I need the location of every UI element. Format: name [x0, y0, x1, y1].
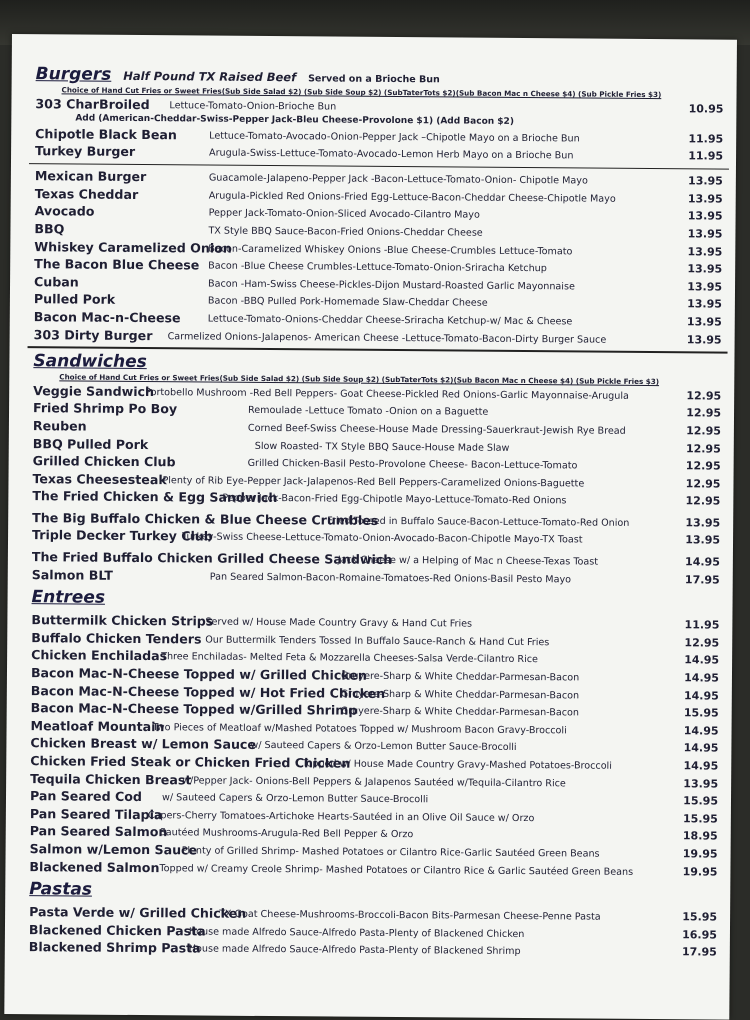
item-price: 14.95 — [683, 724, 719, 738]
item-price: 15.95 — [682, 910, 718, 924]
item-price: 15.95 — [683, 812, 718, 826]
item-name: Reuben — [32, 418, 87, 434]
entrees-list — [29, 611, 719, 880]
item-description: Bacon -BBQ Pulled Pork-Homemade Slaw-Cheddar Cheese — [207, 295, 488, 310]
item-price: 13.95 — [687, 227, 723, 241]
item-name: Fried Shrimp Po Boy — [33, 400, 178, 417]
item-name: 303 Dirty Burger — [33, 326, 153, 343]
item-price: 14.95 — [685, 555, 720, 569]
menu-content — [29, 64, 724, 961]
item-description: Gruyere-Sharp & White Cheddar-Parmesan-Bacon — [340, 688, 580, 702]
item-description: Grilled Chicken-Basil Pesto-Provolone Cheese- Bacon-Lettuce-Tomato — [247, 457, 578, 472]
item-description: Remoulade -Lettuce Tomato -Onion on a Baguette — [248, 405, 489, 419]
item-description: Corned Beef-Swiss Cheese-House Made Dressing-Sauerkraut-Jewish Rye Bread — [247, 422, 626, 437]
item-price: 12.95 — [685, 459, 721, 473]
item-price: 14.95 — [683, 741, 719, 755]
item-name: Buttermilk Chicken Strips — [31, 612, 214, 629]
item-description: Fried Tossed in Buffalo Sauce-Bacon-Lettuce-Tomato-Red Onion — [327, 515, 630, 529]
burgers-title: Burgers — [35, 64, 112, 85]
burgers-list-b — [34, 167, 723, 348]
item-description: Arugula-Swiss-Lettuce-Tomato-Avocado-Lemon Herb Mayo on a Brioche Bun — [209, 147, 574, 162]
item-price: 13.95 — [687, 280, 723, 294]
item-price: 11.95 — [688, 149, 724, 163]
item-price: 13.95 — [687, 262, 723, 276]
item-name: Avocado — [34, 203, 95, 220]
item-name: The Fried Buffalo Chicken Grilled Cheese Sandwich — [31, 549, 393, 568]
item-name: Chicken Fried Steak or Chicken Fried Chicken — [30, 753, 351, 771]
item-description: Sautéed Mushrooms-Arugula-Red Bell Pepper & Orzo — [159, 827, 414, 841]
item-name: Grilled Chicken Club — [32, 453, 176, 470]
item-description: w/ Sauteed Capers & Orzo-Lemon Butter Sauce-Brocolli — [161, 792, 429, 806]
item-price: 13.95 — [685, 516, 721, 530]
item-name: Mexican Burger — [34, 168, 147, 185]
item-name: The Bacon Blue Cheese — [34, 256, 200, 273]
item-price: 13.95 — [686, 332, 722, 347]
item-price: 12.95 — [686, 389, 722, 403]
item-description: Plenty of Rib Eye-Pepper Jack-Jalapenos-Red Bell Peppers-Caramelized Onions-Baguette — [162, 474, 585, 490]
item-price: 12.95 — [684, 636, 720, 650]
item-price: 12.95 — [686, 406, 722, 420]
item-name: Texas Cheesesteak — [32, 470, 167, 487]
item-description: Lettuce-Tomato-Onions-Cheddar Cheese-Sriracha Ketchup-w/ Mac & Cheese — [207, 313, 573, 328]
item-price: 11.95 — [688, 131, 724, 146]
item-name: Blackened Salmon — [29, 858, 160, 875]
item-name: Salmon w/Lemon Sauce — [29, 841, 198, 858]
item-name: The Fried Chicken & Egg Sandwich — [32, 488, 278, 506]
item-name: Bacon Mac-N-Cheese Topped w/ Hot Fried Chicken — [30, 682, 386, 701]
burgers-served: Served on a Brioche Bun — [308, 73, 440, 86]
item-name: Bacon Mac-n-Cheese — [33, 309, 181, 326]
item-name: Pan Seared Cod — [29, 788, 142, 805]
item-price: 12.95 — [685, 476, 721, 491]
item-price: 19.95 — [682, 864, 718, 879]
item-price: 15.95 — [683, 794, 719, 808]
item-price: 13.95 — [685, 533, 721, 548]
item-description: Topped w/ House Made Country Gravy-Mashed Potatoes-Broccoli — [302, 758, 612, 772]
item-description: Lettuce-Tomato-Avocado-Onion-Pepper Jack –Chipotle Mayo on a Brioche Bun — [209, 130, 580, 145]
item-name: Blackened Chicken Pasta — [28, 921, 206, 939]
item-price: 19.95 — [682, 847, 718, 861]
item-name: Triple Decker Turkey Club — [32, 527, 213, 545]
item-price: 13.95 — [683, 776, 719, 791]
item-name: Pan Seared Salmon — [29, 823, 168, 840]
item-description: Gruyere-Sharp & White Cheddar-Parmesan-Bacon — [340, 705, 580, 719]
item-name: Pan Seared Tilapia — [29, 805, 163, 822]
item-price: 12.95 — [685, 441, 721, 456]
burgers-list-a — [35, 125, 723, 166]
item-price: 14.95 — [684, 653, 720, 668]
item-description: Gruyere-Sharp & White Cheddar-Parmesan-Bacon — [340, 670, 580, 684]
sandwiches-title: Sandwiches — [33, 350, 147, 372]
item-description: w/Pepper Jack- Onions-Bell Peppers & Jalapenos Sautéed w/Tequila-Cilantro Rice — [182, 774, 566, 789]
item-description: Slow Roasted- TX Style BBQ Sauce-House Made Slaw — [254, 440, 510, 454]
item-price: 17.95 — [684, 572, 720, 587]
item-price: 11.95 — [684, 618, 720, 632]
item-name: Tequila Chicken Breast — [30, 770, 192, 788]
item-description: Lettuce-Tomato-Onion-Brioche Bun — [169, 100, 337, 113]
item-price: 18.95 — [682, 829, 718, 843]
item-price: 14.95 — [683, 759, 719, 773]
item-description: Two Pieces of Meatloaf w/Mashed Potatoes Topped w/ Mushroom Bacon Gravy-Broccoli — [152, 721, 567, 737]
item-price: 17.95 — [681, 945, 717, 959]
item-name: Veggie Sandwich — [33, 382, 155, 399]
item-name: Bacon Mac-N-Cheese Topped w/ Grilled Chicken — [30, 665, 367, 683]
burgers-choice-note: Choice of Hand Cut Fries or Sweet Fries(Sub Side Salad $2) (Sub Side Soup $2) (SubTaterTots $2)(Sub Bacon Mac n Cheese $4) (Sub Pickle Fries $3) — [61, 85, 662, 100]
item-price: 15.95 — [683, 706, 719, 720]
item-name: Chipotle Black Bean — [35, 125, 177, 142]
item-description: Portobello Mushroom -Red Bell Peppers- Goat Cheese-Pickled Red Onions-Garlic Mayonnaise-Arugula — [145, 386, 629, 402]
item-description: Pepper Jack-Bacon-Fried Egg-Chipotle Mayo-Lettuce-Tomato-Red Onions — [222, 492, 567, 507]
burgers-subtitle: Half Pound TX Raised Beef — [123, 68, 297, 85]
item-description: Our Buttermilk Tenders Tossed In Buffalo Sauce-Ranch & Hand Cut Fries — [205, 634, 550, 649]
item-name: Buffalo Chicken Tenders — [31, 630, 202, 647]
item-name: Chicken Enchiladas — [31, 647, 168, 664]
item-price: 12.95 — [686, 424, 721, 438]
item-name: Blackened Shrimp Pasta — [28, 939, 201, 956]
pastas-title: Pastas — [29, 879, 93, 900]
item-description: Jack Cheese w/ a Helping of Mac n Cheese-Texas Toast — [337, 554, 599, 568]
item-description: TX Goat Cheese-Mushrooms-Broccoli-Bacon Bits-Parmesan Cheese-Penne Pasta — [219, 908, 601, 923]
item-price: 13.95 — [687, 192, 723, 206]
item-description: Pepper Jack-Tomato-Onion-Sliced Avocado-Cilantro Mayo — [208, 208, 480, 222]
item-description: Guacamole-Jalapeno-Pepper Jack -Bacon-Lettuce-Tomato-Onion- Chipotle Mayo — [208, 172, 588, 187]
item-description: House made Alfredo Sauce-Alfredo Pasta-Plenty of Blackened Chicken — [188, 926, 525, 940]
item-description: Arugula-Pickled Red Onions-Fried Egg-Lettuce-Bacon-Cheddar Cheese-Chipotle Mayo — [208, 190, 616, 205]
sandwiches-list — [32, 382, 722, 589]
item-name: Whiskey Caramelized Onion — [34, 238, 232, 256]
item-price: 13.95 — [688, 174, 723, 188]
item-price: 13.95 — [687, 244, 723, 259]
item-description: Bacon -Ham-Swiss Cheese-Pickles-Dijon Mustard-Roasted Garlic Mayonnaise — [208, 278, 575, 293]
item-description: Pan Seared Salmon-Bacon-Romaine-Tomatoes-Red Onions-Basil Pesto Mayo — [209, 571, 572, 586]
item-name: Pulled Pork — [33, 291, 116, 308]
item-description: House made Alfredo Sauce-Alfredo Pasta-Plenty of Blackened Shrimp — [188, 943, 521, 958]
burgers-add-ons: Add (American-Cheddar-Swiss-Pepper Jack-Bleu Cheese-Provolone $1) (Add Bacon $2) — [75, 113, 514, 127]
item-name: 303 CharBroiled — [35, 96, 150, 113]
item-name: BBQ Pulled Pork — [32, 435, 149, 452]
item-description: Served w/ House Made Country Gravy & Hand Cut Fries — [205, 616, 473, 630]
item-name: Pasta Verde w/ Grilled Chicken — [29, 904, 247, 922]
item-name: BBQ — [34, 221, 65, 237]
item-price: 13.95 — [686, 315, 722, 329]
item-price: 14.95 — [683, 688, 719, 703]
item-description: Bacon -Blue Cheese Crumbles-Lettuce-Tomato-Onion-Sriracha Ketchup — [208, 260, 547, 275]
item-name: Chicken Breast w/ Lemon Sauce — [30, 735, 257, 753]
item-price: 12.95 — [685, 494, 721, 508]
entrees-title: Entrees — [31, 587, 106, 608]
item-name: Cuban — [33, 274, 79, 290]
item-description: Bacon-Caramelized Whiskey Onions -Blue Cheese-Crumbles Lettuce-Tomato — [208, 243, 573, 258]
item-price: 16.95 — [682, 928, 717, 942]
item-description: Three Enchiladas- Melted Feta & Mozzarella Cheeses-Salsa Verde-Cilantro Rice — [161, 651, 538, 666]
item-price: 10.95 — [688, 102, 724, 116]
item-name: Turkey Burger — [35, 143, 136, 160]
item-name: Salmon BLT — [31, 566, 113, 583]
item-description: Carmelized Onions-Jalapenos- American Cheese -Lettuce-Tomato-Bacon-Dirty Burger Sauce — [167, 330, 607, 346]
item-price: 13.95 — [687, 297, 722, 312]
item-name: Meatloaf Mountain — [30, 717, 165, 735]
item-description: w/ Sauteed Capers & Orzo-Lemon Butter Sauce-Brocolli — [250, 740, 517, 754]
item-price: 13.95 — [687, 209, 723, 224]
menu-sheet — [4, 34, 737, 1020]
pastas-list — [29, 903, 717, 961]
item-description: Capers-Cherry Tomatoes-Artichoke Hearts-Sautéed in an Olive Oil Sauce w/ Orzo — [147, 809, 535, 824]
sandwiches-choice-note: Choice of Hand Cut Fries or Sweet Fries(Sub Side Salad $2) (Sub Side Soup $2) (SubTaterTots $2)(Sub Bacon Mac n Cheese $4) (Sub Pickle Fries $3) — [59, 372, 660, 386]
item-description: TX Style BBQ Sauce-Bacon-Fried Onions-Cheddar Cheese — [208, 225, 483, 239]
item-description: Plenty of Grilled Shrimp- Mashed Potatoes or Cilantro Rice-Garlic Sautéed Green Beans — [181, 845, 600, 860]
item-name: Texas Cheddar — [34, 186, 139, 202]
item-description: Turkey-Swiss Cheese-Lettuce-Tomato-Onion-Avocado-Bacon-Chipotle Mayo-TX Toast — [182, 531, 583, 546]
item-price: 14.95 — [684, 671, 720, 685]
item-description: Topped w/ Creamy Creole Shrimp- Mashed Potatoes or Cilantro Rice & Garlic Sautéed Green Beans — [159, 862, 634, 878]
item-name: The Big Buffalo Chicken & Blue Cheese Crumbles — [32, 510, 379, 528]
item-name: Bacon Mac-N-Cheese Topped w/Grilled Shrimp — [30, 700, 358, 718]
